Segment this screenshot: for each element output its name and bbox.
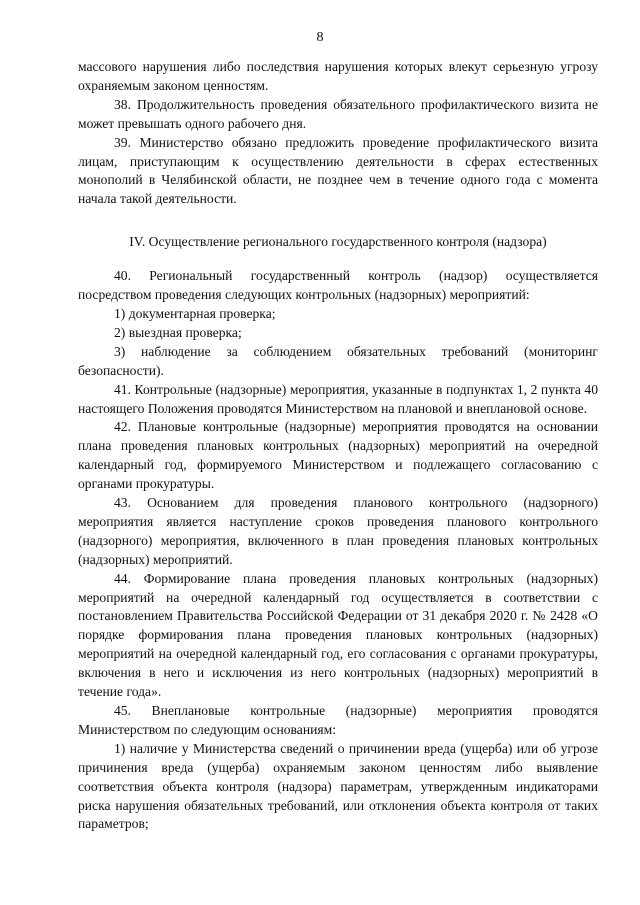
list-item-monitoring: 3) наблюдение за соблюдением обязательных требований (мониторинг безопасности). bbox=[78, 343, 598, 378]
paragraph-39: 39. Министерство обязано предложить проведение профилактического визита лицам, приступающим к осуществлению деятельности в сферах естественных монополий в Челябинской области, не позднее чем в течение одного года с момента начала такой деятельности. bbox=[78, 134, 598, 207]
paragraph-45: 45. Внеплановые контрольные (надзорные) мероприятия проводятся Министерством по следующим основаниям: bbox=[78, 703, 598, 737]
paragraph-40: 40. Региональный государственный контроль (надзор) осуществляется посредством проведения следующих контрольных (надзорных) мероприятий: bbox=[78, 268, 598, 303]
list-item-field-check: 2) выездная проверка; bbox=[114, 324, 242, 340]
paragraph-38: 38. Продолжительность проведения обязательного профилактического визита не может превышать одного рабочего дня. bbox=[78, 96, 598, 131]
paragraph-43: 43. Основанием для проведения планового контрольного (надзорного) мероприятия является наступление сроков проведения планового контрольного (надзорного) мероприятия, включенного в план проведения плановых контрольных (надзорных) мероприятий. bbox=[78, 495, 598, 567]
paragraph-continuation: массового нарушения либо последствия нарушения которых влекут серьезную угрозу охраняемым законом ценностям. bbox=[78, 59, 598, 93]
list-item-documentary-check: 1) документарная проверка; bbox=[114, 305, 276, 321]
section-heading: IV. Осуществление регионального государственного контроля (надзора) bbox=[129, 234, 547, 250]
document-body bbox=[78, 58, 598, 834]
paragraph-41: 41. Контрольные (надзорные) мероприятия, указанные в подпунктах 1, 2 пункта 40 настоящего Положения проводятся Министерством на плановой и внеплановой основе. bbox=[78, 381, 598, 416]
paragraph-42: 42. Плановые контрольные (надзорные) мероприятия проводятся на основании плана проведения плановых контрольных (надзорных) мероприятий на очередной календарный год, формируемого Министерством и подлежащего согласованию с органами прокуратуры. bbox=[78, 419, 598, 492]
page-number: 8 bbox=[316, 30, 324, 45]
paragraph-44: 44. Формирование плана проведения плановых контрольных (надзорных) мероприятий на очередной календарный год осуществляется в соответствии с постановлением Правительства Российской Федерации от 31 декабря 2020 г. № 2428 «О порядке формирования плана проведения плановых контрольных (надзорных) мероприятий на очередной календарный год, его согласования с органами прокуратуры, включения в него и исключения из него контрольных (надзорных) мероприятий в течение года». bbox=[78, 570, 598, 700]
list-item-grounds-1: 1) наличие у Министерства сведений о причинении вреда (ущерба) или об угрозе причинения вреда (ущерба) охраняемым законом ценностям либо выявление соответствия объекта контроля (надзора) параметрам, утвержденным индикаторами риска нарушения обязательных требований, или отклонения объекта контроля от таких параметров; bbox=[78, 740, 598, 832]
